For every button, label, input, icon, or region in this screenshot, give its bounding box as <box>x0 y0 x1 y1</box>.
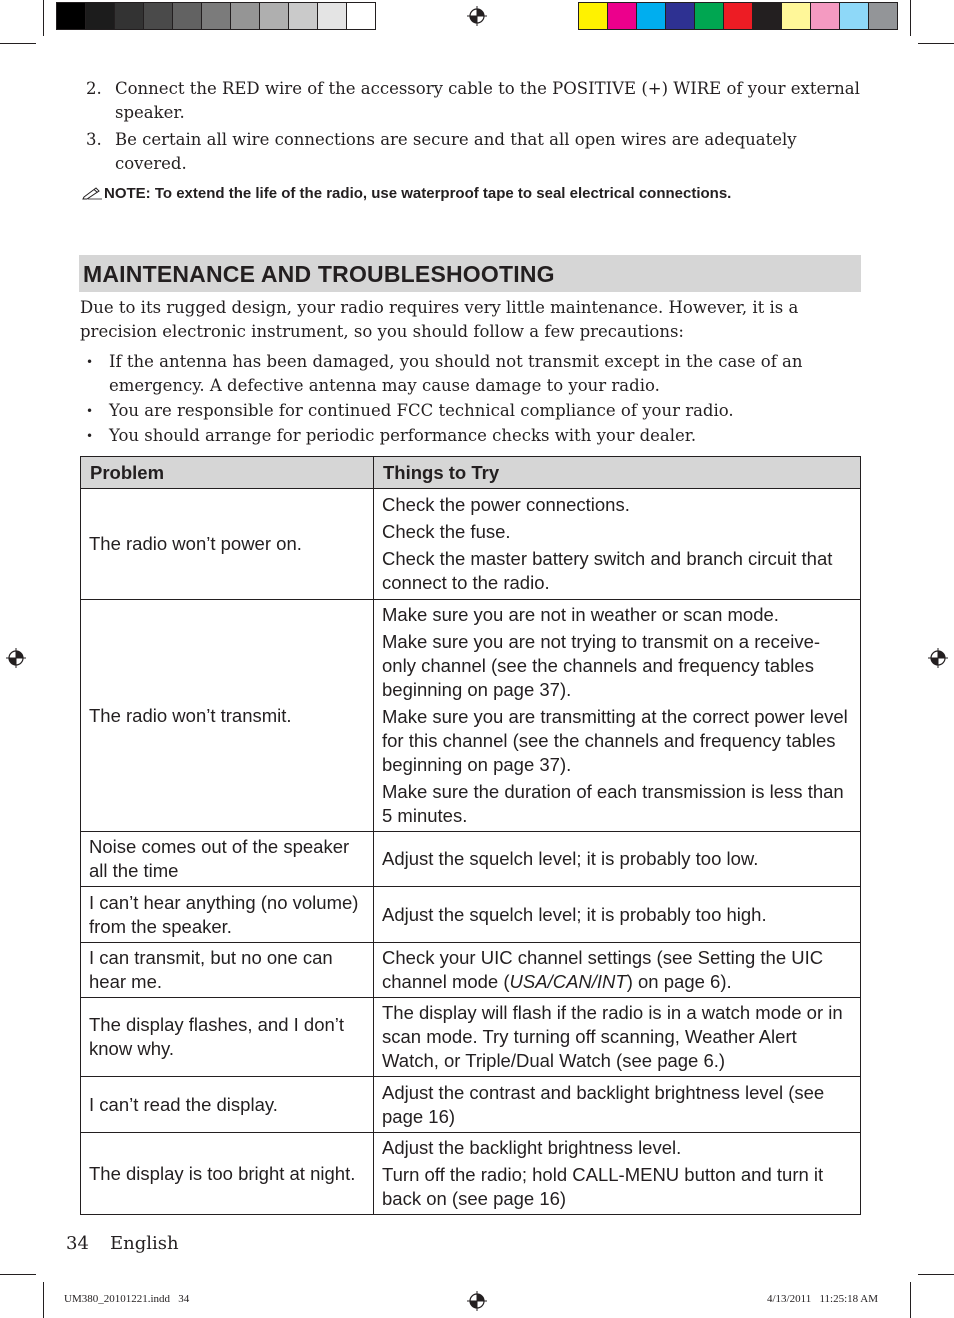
color-swatch <box>869 3 897 29</box>
problem-cell: The radio won’t transmit. <box>81 600 374 832</box>
crop-mark <box>0 1274 36 1275</box>
note-text: NOTE: To extend the life of the radio, use waterproof tape to seal electrical connections. <box>104 185 732 202</box>
problem-cell: The display is too bright at night. <box>81 1133 374 1215</box>
problem-cell: I can’t read the display. <box>81 1077 374 1133</box>
slug-timestamp: 4/13/2011 11:25:18 AM <box>767 1293 879 1305</box>
fix-line: Turn off the radio; hold CALL-MENU button and turn it back on (see page 16) <box>382 1164 824 1209</box>
fix-text: Check your UIC channel settings (see Setting the UIC channel mode ( <box>382 947 824 992</box>
color-swatch <box>782 3 811 29</box>
fix-cell <box>374 1077 861 1133</box>
fix-cell <box>374 887 861 943</box>
color-swatch <box>637 3 666 29</box>
problem-cell: I can’t hear anything (no volume) from the speaker. <box>81 887 374 943</box>
color-swatch <box>695 3 724 29</box>
color-swatch <box>811 3 840 29</box>
troubleshooting-table <box>80 456 861 1215</box>
color-swatch <box>202 3 231 29</box>
color-swatch <box>173 3 202 29</box>
color-swatch <box>144 3 173 29</box>
crop-mark <box>918 1274 954 1275</box>
bullet-item <box>86 350 856 398</box>
bullet-item <box>86 399 856 423</box>
bullet-dot: • <box>86 355 94 369</box>
fix-cell <box>374 943 861 998</box>
color-swatch <box>260 3 289 29</box>
bullet-text: You are responsible for continued FCC technical compliance of your radio. <box>109 401 734 420</box>
color-swatch <box>347 3 375 29</box>
step-number: 3. <box>86 130 102 149</box>
registration-mark-icon <box>928 648 948 668</box>
table-row <box>81 832 861 887</box>
footer-language: English <box>110 1233 179 1254</box>
section-title: MAINTENANCE AND TROUBLESHOOTING <box>79 255 861 292</box>
fix-cell <box>374 600 861 832</box>
fix-text-italic: USA/CAN/INT <box>509 971 627 992</box>
fix-line: Check the fuse. <box>382 521 511 542</box>
color-swatch <box>608 3 637 29</box>
fix-line: Adjust the squelch level; it is probably too low. <box>382 848 759 869</box>
color-swatch <box>57 3 86 29</box>
note <box>82 182 731 206</box>
table-row <box>81 1133 861 1215</box>
table-row <box>81 943 861 998</box>
problem-cell: The radio won’t power on. <box>81 489 374 600</box>
color-swatch <box>724 3 753 29</box>
page-number: 34 <box>66 1233 89 1254</box>
registration-mark-icon <box>467 1291 487 1311</box>
fix-line: Check the master battery switch and branch circuit that connect to the radio. <box>382 548 833 593</box>
table-row <box>81 998 861 1077</box>
color-swatch <box>86 3 115 29</box>
color-bar <box>578 2 898 30</box>
fix-line: Adjust the backlight brightness level. <box>382 1137 682 1158</box>
table-row <box>81 489 861 600</box>
color-swatch <box>231 3 260 29</box>
color-swatch <box>666 3 695 29</box>
fix-line <box>382 946 852 994</box>
crop-mark <box>43 0 44 36</box>
step-item <box>86 128 866 176</box>
registration-mark-icon <box>467 6 487 26</box>
color-swatch <box>579 3 608 29</box>
color-swatch <box>115 3 144 29</box>
fix-line: Make sure the duration of each transmission is less than 5 minutes. <box>382 781 844 826</box>
step-text: Connect the RED wire of the accessory cable to the POSITIVE (+) WIRE of your external speaker. <box>115 79 860 122</box>
fix-line: Make sure you are transmitting at the correct power level for this channel (see the channels and frequency tables beginning on page 37). <box>382 706 848 775</box>
bullet-item <box>86 424 856 448</box>
fix-cell <box>374 832 861 887</box>
fix-line: Adjust the squelch level; it is probably too high. <box>382 903 767 925</box>
crop-mark <box>43 1282 44 1318</box>
header-problem: Problem <box>81 457 374 489</box>
step-text: Be certain all wire connections are secure and that all open wires are adequately covered. <box>115 130 797 173</box>
fix-line: Check the power connections. <box>382 494 630 515</box>
color-swatch <box>753 3 782 29</box>
table-row <box>81 600 861 832</box>
fix-cell <box>374 998 861 1077</box>
color-swatch <box>840 3 869 29</box>
header-things-to-try: Things to Try <box>374 457 861 489</box>
table-header-row <box>81 457 861 489</box>
bullet-text: If the antenna has been damaged, you should not transmit except in the case of an emergency. A defective antenna may cause damage to your radio. <box>109 352 803 395</box>
intro-paragraph: Due to its rugged design, your radio requires very little maintenance. However, it is a precision electronic instrument, so you should follow a few precautions: <box>80 298 799 341</box>
fix-line: Make sure you are not in weather or scan mode. <box>382 604 779 625</box>
fix-cell <box>374 489 861 600</box>
fix-text: ) on page 6). <box>626 971 732 992</box>
pencil-note-icon <box>82 186 104 200</box>
bullet-dot: • <box>86 429 94 443</box>
fix-line: Adjust the contrast and backlight brightness level (see page 16) <box>382 1081 825 1127</box>
bullet-dot: • <box>86 404 94 418</box>
table-row <box>81 1077 861 1133</box>
color-swatch <box>318 3 347 29</box>
step-number: 2. <box>86 79 102 98</box>
fix-line: Make sure you are not trying to transmit on a receive-only channel (see the channels and frequency tables beginning on page 37). <box>382 631 821 700</box>
crop-mark <box>910 0 911 36</box>
fix-line: The display will flash if the radio is in a watch mode or in scan mode. Try turning off scanning, Weather Alert Watch, or Triple/Dual Watch (see page 6.) <box>382 1002 843 1071</box>
registration-mark-icon <box>6 648 26 668</box>
crop-mark <box>918 43 954 44</box>
problem-cell: The display flashes, and I don’t know why. <box>81 998 374 1077</box>
table-row <box>81 887 861 943</box>
problem-cell: Noise comes out of the speaker all the time <box>81 832 374 887</box>
fix-cell <box>374 1133 861 1215</box>
problem-cell: I can transmit, but no one can hear me. <box>81 943 374 998</box>
grayscale-bar <box>56 2 376 30</box>
bullet-text: You should arrange for periodic performance checks with your dealer. <box>109 426 697 445</box>
crop-mark <box>0 43 36 44</box>
slug-filename: UM380_20101221.indd 34 <box>64 1293 190 1305</box>
crop-mark <box>910 1282 911 1318</box>
color-swatch <box>289 3 318 29</box>
step-item <box>86 77 866 125</box>
